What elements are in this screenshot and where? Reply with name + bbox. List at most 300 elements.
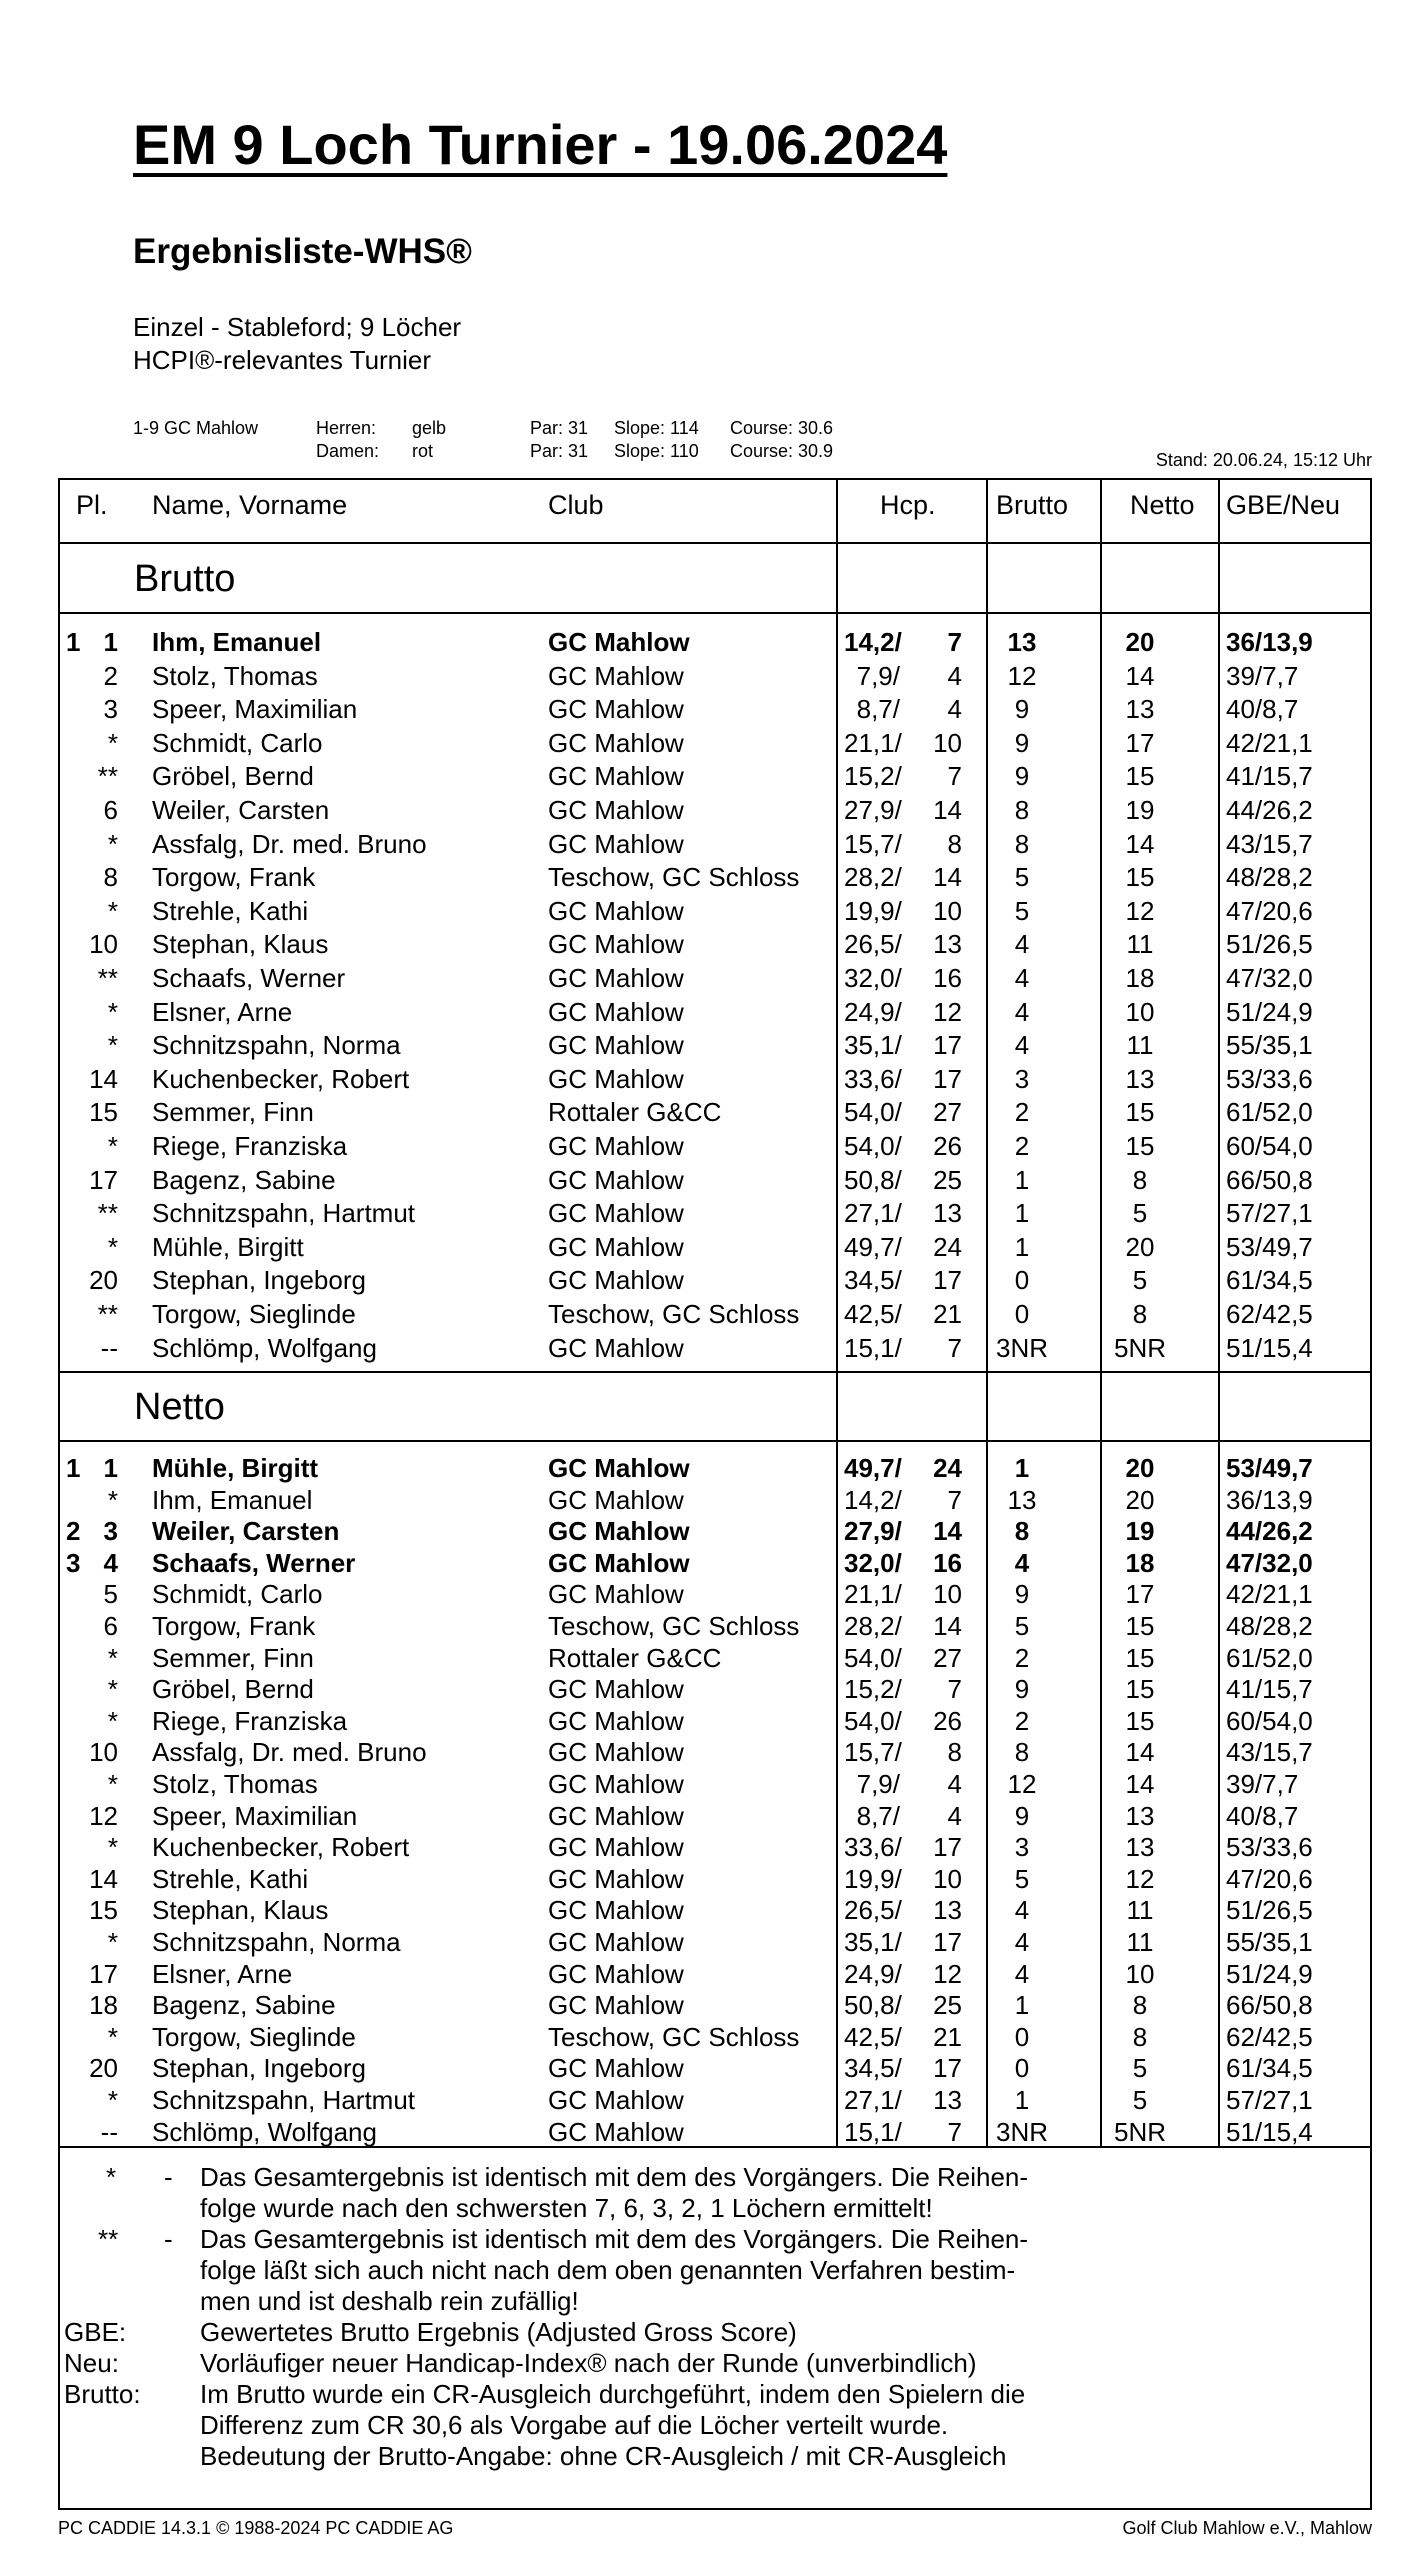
club-cell: GC Mahlow <box>548 1198 684 1229</box>
gbe-cell: 51/24,9 <box>1226 996 1313 1027</box>
course-hcp-cell: 14 <box>933 1611 962 1641</box>
gbe-cell: 44/26,2 <box>1226 1516 1313 1547</box>
table-row <box>60 1453 1370 1484</box>
name-cell: Bagenz, Sabine <box>152 1164 336 1195</box>
gbe-cell: 47/20,6 <box>1226 1863 1313 1894</box>
course-hcp-cell: 12 <box>933 996 962 1027</box>
gbe-cell: 66/50,8 <box>1226 1164 1313 1195</box>
club-cell: Rottaler G&CC <box>548 1097 722 1128</box>
netto-cell: 5 <box>1132 1265 1148 1296</box>
place-cell: -- <box>100 2116 118 2147</box>
netto-cell: 20 <box>1125 1453 1155 1483</box>
place-cell: * <box>107 1642 118 1673</box>
gbe-cell: 53/33,6 <box>1226 1063 1313 1094</box>
rank-cell: 2 <box>66 1516 81 1547</box>
course-hcp-cell: 26 <box>933 1705 962 1736</box>
note-gbe-text: Gewertetes Brutto Ergebnis (Adjusted Gross Score) <box>200 2317 797 2347</box>
club-cell: GC Mahlow <box>548 1265 684 1296</box>
club-cell: GC Mahlow <box>548 727 684 758</box>
hcp-index-cell: 54,0/ <box>844 1642 902 1673</box>
club-cell: GC Mahlow <box>548 1832 684 1863</box>
gbe-cell: 43/15,7 <box>1226 1737 1313 1768</box>
netto-cell: 14 <box>1125 828 1155 859</box>
header-divider <box>60 542 1370 544</box>
brutto-cell: 2 <box>1014 1131 1030 1161</box>
name-cell: Gröbel, Bernd <box>152 761 314 792</box>
hcp-index-cell: 28,2/ <box>844 862 902 893</box>
name-cell: Assfalg, Dr. med. Bruno <box>152 828 427 859</box>
note-gbe-label: GBE: <box>64 2317 127 2347</box>
table-row <box>60 1165 1370 1196</box>
table-row <box>60 1737 1370 1768</box>
course-hcp-cell: 27 <box>933 1097 962 1128</box>
club-cell: GC Mahlow <box>548 1547 690 1578</box>
gbe-cell: 40/8,7 <box>1226 1800 1299 1831</box>
netto-cell: 18 <box>1125 963 1155 993</box>
netto-cell: 20 <box>1125 1484 1155 1515</box>
netto-cell: 8 <box>1132 1299 1148 1329</box>
netto-cell: 15 <box>1125 1131 1155 1161</box>
note-star-line-1: Das Gesamtergebnis ist identisch mit dem des Vorgängers. Die Reihen- <box>200 2162 1029 2192</box>
brutto-cell: 1 <box>1014 2085 1030 2115</box>
table-row <box>60 761 1370 792</box>
brutto-cell: 5 <box>1014 862 1030 893</box>
course-hcp-cell: 7 <box>947 2116 962 2147</box>
note-neu-text: Vorläufiger neuer Handicap-Index® nach der Runde (unverbindlich) <box>200 2348 977 2378</box>
hcp-index-cell: 14,2/ <box>844 1484 902 1515</box>
club-cell: GC Mahlow <box>548 1800 684 1831</box>
name-cell: Kuchenbecker, Robert <box>152 1832 410 1863</box>
course-hcp-cell: 14 <box>933 862 962 893</box>
herren-course: Course: 30.6 <box>730 418 834 438</box>
table-row <box>60 1030 1370 1061</box>
netto-cell: 13 <box>1125 694 1155 725</box>
table-row <box>60 1801 1370 1832</box>
name-cell: Weiler, Carsten <box>152 795 330 825</box>
name-cell: Mühle, Birgitt <box>152 1453 319 1483</box>
course-hcp-cell: 13 <box>933 1895 962 1926</box>
table-row <box>60 795 1370 826</box>
table-row <box>60 661 1370 692</box>
name-cell: Weiler, Carsten <box>152 1516 340 1547</box>
brutto-cell: 12 <box>1007 1769 1037 1799</box>
hcp-index-cell: 32,0/ <box>844 963 902 993</box>
club-cell: GC Mahlow <box>548 1516 690 1547</box>
place-cell: * <box>107 1030 118 1061</box>
netto-cell: 5 <box>1132 2053 1148 2084</box>
hcp-index-cell: 27,9/ <box>844 795 902 825</box>
place-cell: 1 <box>103 1453 118 1483</box>
netto-cell: 11 <box>1126 1895 1154 1926</box>
table-row <box>60 1864 1370 1895</box>
hcp-index-cell: 15,7/ <box>844 1737 902 1768</box>
table-row <box>60 1516 1370 1547</box>
netto-cell: 10 <box>1125 996 1155 1027</box>
gbe-cell: 60/54,0 <box>1226 1131 1313 1161</box>
club-cell: GC Mahlow <box>548 996 684 1027</box>
place-cell: * <box>107 1832 118 1863</box>
name-cell: Gröbel, Bernd <box>152 1674 314 1705</box>
table-row <box>60 2117 1370 2148</box>
club-cell: GC Mahlow <box>548 660 684 691</box>
course-hcp-cell: 14 <box>933 1516 962 1547</box>
netto-cell: 14 <box>1125 1737 1155 1768</box>
hcpi-note: HCPI®-relevantes Turnier <box>133 345 432 375</box>
brutto-cell: 4 <box>1014 929 1030 960</box>
table-row <box>60 1097 1370 1128</box>
hcp-index-cell: 8,7/ <box>856 694 900 725</box>
name-cell: Schnitzspahn, Norma <box>152 1030 401 1061</box>
brutto-cell: 4 <box>1014 1958 1030 1989</box>
brutto-cell: 1 <box>1014 1231 1030 1262</box>
course-name: 1-9 GC Mahlow <box>133 418 259 438</box>
brutto-cell: 2 <box>1014 1097 1030 1128</box>
course-hcp-cell: 25 <box>933 1990 962 2021</box>
place-cell: ** <box>97 761 118 792</box>
hcp-index-cell: 32,0/ <box>844 1547 902 1578</box>
netto-cell: 8 <box>1132 1164 1148 1195</box>
course-hcp-cell: 13 <box>933 929 962 960</box>
brutto-cell: 9 <box>1014 1800 1030 1831</box>
netto-cell: 8 <box>1132 2021 1148 2052</box>
name-cell: Torgow, Sieglinde <box>152 2021 356 2052</box>
place-cell: 20 <box>89 2053 118 2084</box>
gbe-cell: 62/42,5 <box>1226 1299 1313 1329</box>
table-row <box>60 1299 1370 1330</box>
hcp-index-cell: 54,0/ <box>844 1131 902 1161</box>
name-cell: Schaafs, Werner <box>152 963 346 993</box>
course-hcp-cell: 17 <box>933 1030 962 1061</box>
brutto-cell: 8 <box>1014 1516 1030 1547</box>
course-hcp-cell: 4 <box>947 694 962 725</box>
hcp-index-cell: 42,5/ <box>844 1299 902 1329</box>
brutto-cell: 4 <box>1014 996 1030 1027</box>
club-cell: GC Mahlow <box>548 2053 684 2084</box>
gbe-cell: 48/28,2 <box>1226 1611 1313 1641</box>
col-header-gbe: GBE/Neu <box>1226 490 1341 520</box>
course-hcp-cell: 13 <box>933 2085 962 2115</box>
course-hcp-cell: 7 <box>947 627 962 657</box>
netto-cell: 14 <box>1125 660 1155 691</box>
netto-cell: 5NR <box>1113 1332 1166 1363</box>
brutto-cell: 3 <box>1014 1832 1030 1863</box>
netto-cell: 15 <box>1125 761 1155 792</box>
hcp-index-cell: 14,2/ <box>844 627 902 657</box>
netto-cell: 15 <box>1125 1097 1155 1128</box>
name-cell: Stolz, Thomas <box>152 660 318 691</box>
place-cell: 3 <box>103 694 118 725</box>
name-cell: Schmidt, Carlo <box>152 1579 323 1610</box>
course-hcp-cell: 13 <box>933 1198 962 1229</box>
place-cell: 1 <box>103 627 118 657</box>
gbe-cell: 36/13,9 <box>1226 1484 1313 1515</box>
gbe-cell: 41/15,7 <box>1226 1674 1313 1705</box>
table-row <box>60 1064 1370 1095</box>
hcp-index-cell: 35,1/ <box>844 1927 902 1957</box>
club-cell: GC Mahlow <box>548 1579 684 1610</box>
netto-cell: 20 <box>1125 627 1155 657</box>
netto-cell: 19 <box>1125 1516 1155 1547</box>
club-cell: Teschow, GC Schloss <box>548 2021 800 2052</box>
brutto-cell: 3NR <box>995 2116 1048 2147</box>
netto-cell: 17 <box>1125 1579 1155 1610</box>
gbe-cell: 53/33,6 <box>1226 1832 1313 1863</box>
netto-cell: 17 <box>1125 727 1155 758</box>
brutto-cell: 12 <box>1007 660 1037 691</box>
name-cell: Riege, Franziska <box>152 1705 348 1736</box>
brutto-cell: 0 <box>1014 2053 1030 2084</box>
course-hcp-cell: 14 <box>933 795 962 825</box>
club-cell: GC Mahlow <box>548 1863 684 1894</box>
place-cell: * <box>107 996 118 1027</box>
netto-cell: 5 <box>1132 2085 1148 2115</box>
hcp-index-cell: 33,6/ <box>844 1063 902 1094</box>
club-cell: Teschow, GC Schloss <box>548 1611 800 1641</box>
table-row <box>60 829 1370 860</box>
course-hcp-cell: 24 <box>933 1231 962 1262</box>
course-hcp-cell: 10 <box>933 727 962 758</box>
damen-label: Damen: <box>316 441 380 461</box>
gbe-cell: 51/26,5 <box>1226 929 1313 960</box>
gbe-cell: 42/21,1 <box>1226 1579 1313 1610</box>
brutto-cell: 3 <box>1014 1063 1030 1094</box>
section-heading-brutto: Brutto <box>134 558 236 600</box>
netto-cell: 5NR <box>1113 2116 1166 2147</box>
brutto-cell: 5 <box>1014 1863 1030 1894</box>
hcp-index-cell: 21,1/ <box>844 727 902 758</box>
table-row <box>60 1232 1370 1263</box>
brutto-cell: 5 <box>1014 1611 1030 1641</box>
place-cell: 8 <box>103 862 118 893</box>
club-cell: GC Mahlow <box>548 2116 684 2147</box>
table-row <box>60 1769 1370 1800</box>
page-subtitle: Ergebnisliste-WHS® <box>133 232 472 271</box>
gbe-cell: 61/52,0 <box>1226 1642 1313 1673</box>
note-brutto-label: Brutto: <box>64 2379 141 2409</box>
club-cell: GC Mahlow <box>548 1453 690 1483</box>
netto-cell: 12 <box>1125 1863 1155 1894</box>
table-row <box>60 2085 1370 2116</box>
course-hcp-cell: 21 <box>933 1299 962 1329</box>
name-cell: Stephan, Ingeborg <box>152 2053 366 2084</box>
place-cell: * <box>107 1484 118 1515</box>
place-cell: * <box>107 1705 118 1736</box>
netto-cell: 11 <box>1126 1030 1154 1061</box>
gbe-cell: 47/20,6 <box>1226 895 1313 926</box>
col-header-netto: Netto <box>1130 490 1195 520</box>
brutto-cell: 4 <box>1014 1030 1030 1061</box>
netto-cell: 19 <box>1125 795 1155 825</box>
note-brutto-line-1: Im Brutto wurde ein CR-Ausgleich durchgeführt, indem den Spielern die <box>200 2379 1026 2409</box>
brutto-cell: 5 <box>1014 895 1030 926</box>
place-cell: * <box>107 2085 118 2115</box>
table-row <box>60 1927 1370 1958</box>
hcp-index-cell: 7,9/ <box>856 1769 900 1799</box>
note-star-symbol: * <box>106 2162 117 2192</box>
club-cell: GC Mahlow <box>548 963 684 993</box>
club-cell: GC Mahlow <box>548 828 684 859</box>
brutto-cell: 4 <box>1014 1927 1030 1957</box>
table-row <box>60 963 1370 994</box>
club-cell: GC Mahlow <box>548 895 684 926</box>
name-cell: Assfalg, Dr. med. Bruno <box>152 1737 427 1768</box>
brutto-cell: 0 <box>1014 2021 1030 2052</box>
club-cell: GC Mahlow <box>548 1737 684 1768</box>
table-row <box>60 929 1370 960</box>
herren-label: Herren: <box>316 418 377 438</box>
course-hcp-cell: 8 <box>947 1737 962 1768</box>
footer-software: PC CADDIE 14.3.1 © 1988-2024 PC CADDIE AG <box>58 2518 454 2538</box>
brutto-cell: 2 <box>1014 1642 1030 1673</box>
brutto-cell: 3NR <box>995 1332 1048 1363</box>
place-cell: 10 <box>89 929 118 960</box>
note-brutto-line-3: Bedeutung der Brutto-Angabe: ohne CR-Ausgleich / mit CR-Ausgleich <box>200 2441 1007 2471</box>
course-hcp-cell: 27 <box>933 1642 962 1673</box>
place-cell: ** <box>97 1198 118 1229</box>
name-cell: Schmidt, Carlo <box>152 727 323 758</box>
netto-cell: 12 <box>1125 895 1155 926</box>
place-cell: 17 <box>89 1958 118 1989</box>
place-cell: * <box>107 1131 118 1161</box>
club-cell: GC Mahlow <box>548 795 684 825</box>
course-hcp-cell: 21 <box>933 2021 962 2052</box>
netto-cell: 11 <box>1126 929 1154 960</box>
hcp-index-cell: 28,2/ <box>844 1611 902 1641</box>
hcp-index-cell: 26,5/ <box>844 929 902 960</box>
place-cell: 15 <box>89 1097 118 1128</box>
club-cell: GC Mahlow <box>548 1895 684 1926</box>
gbe-cell: 51/24,9 <box>1226 1958 1313 1989</box>
gbe-cell: 60/54,0 <box>1226 1705 1313 1736</box>
table-row <box>60 1959 1370 1990</box>
hcp-index-cell: 34,5/ <box>844 1265 902 1296</box>
notes-divider <box>60 2146 1370 2148</box>
name-cell: Elsner, Arne <box>152 1958 293 1989</box>
netto-cell: 15 <box>1125 1611 1155 1641</box>
hcp-index-cell: 7,9/ <box>856 660 900 691</box>
place-cell: 15 <box>89 1895 118 1926</box>
club-cell: GC Mahlow <box>548 1063 684 1094</box>
name-cell: Ihm, Emanuel <box>152 1484 313 1515</box>
table-row <box>60 1706 1370 1737</box>
brutto-cell: 13 <box>1007 1484 1037 1515</box>
course-hcp-cell: 4 <box>947 660 962 691</box>
gbe-cell: 61/34,5 <box>1226 2053 1313 2084</box>
page-title: EM 9 Loch Turnier - 19.06.2024 <box>133 113 948 176</box>
place-cell: 6 <box>103 1611 118 1641</box>
netto-cell: 15 <box>1125 862 1155 893</box>
name-cell: Kuchenbecker, Robert <box>152 1063 410 1094</box>
hcp-index-cell: 50,8/ <box>844 1990 902 2021</box>
netto-cell: 15 <box>1125 1705 1155 1736</box>
club-cell: GC Mahlow <box>548 929 684 960</box>
place-cell: * <box>107 727 118 758</box>
name-cell: Stephan, Klaus <box>152 1895 329 1926</box>
name-cell: Ihm, Emanuel <box>152 627 322 657</box>
name-cell: Speer, Maximilian <box>152 1800 358 1831</box>
note-dstar-symbol: ** <box>98 2224 119 2254</box>
brutto-cell: 0 <box>1014 1265 1030 1296</box>
col-header-hcp: Hcp. <box>880 490 936 520</box>
brutto-cell: 8 <box>1014 1737 1030 1768</box>
club-cell: GC Mahlow <box>548 1231 684 1262</box>
col-header-name: Name, Vorname <box>152 490 348 520</box>
place-cell: 20 <box>89 1265 118 1296</box>
course-hcp-cell: 17 <box>933 1832 962 1863</box>
name-cell: Bagenz, Sabine <box>152 1990 336 2021</box>
rank-cell: 1 <box>66 627 81 657</box>
club-cell: GC Mahlow <box>548 627 690 657</box>
course-hcp-cell: 7 <box>947 1674 962 1705</box>
course-hcp-cell: 16 <box>933 963 962 993</box>
col-header-pl: Pl. <box>76 490 108 520</box>
gbe-cell: 62/42,5 <box>1226 2021 1313 2052</box>
place-cell: 10 <box>89 1737 118 1768</box>
club-cell: GC Mahlow <box>548 1332 684 1363</box>
netto-cell: 13 <box>1125 1800 1155 1831</box>
place-cell: 14 <box>89 1063 118 1094</box>
place-cell: ** <box>97 1299 118 1329</box>
brutto-cell: 9 <box>1014 761 1030 792</box>
brutto-cell: 8 <box>1014 828 1030 859</box>
course-hcp-cell: 25 <box>933 1164 962 1195</box>
course-hcp-cell: 17 <box>933 1265 962 1296</box>
note-star-line-2: folge wurde nach den schwersten 7, 6, 3, 2, 1 Löchern ermittelt! <box>200 2193 933 2223</box>
table-row <box>60 1265 1370 1296</box>
gbe-cell: 57/27,1 <box>1226 1198 1313 1229</box>
hcp-index-cell: 21,1/ <box>844 1579 902 1610</box>
place-cell: 12 <box>89 1800 118 1831</box>
results-table <box>58 478 1372 2510</box>
gbe-cell: 51/15,4 <box>1226 1332 1313 1363</box>
gbe-cell: 36/13,9 <box>1226 627 1313 657</box>
herren-tee: gelb <box>412 418 447 438</box>
netto-heading-divider <box>60 1440 1370 1442</box>
table-row <box>60 1832 1370 1863</box>
club-cell: GC Mahlow <box>548 2085 684 2115</box>
note-star-dash: - <box>164 2162 173 2192</box>
brutto-cell: 8 <box>1014 795 1030 825</box>
table-row <box>60 1548 1370 1579</box>
course-hcp-cell: 26 <box>933 1131 962 1161</box>
table-row <box>60 627 1370 658</box>
course-hcp-cell: 10 <box>933 1579 962 1610</box>
gbe-cell: 53/49,7 <box>1226 1231 1313 1262</box>
hcp-index-cell: 33,6/ <box>844 1832 902 1863</box>
hcp-index-cell: 54,0/ <box>844 1097 902 1128</box>
hcp-index-cell: 15,7/ <box>844 828 902 859</box>
brutto-cell: 1 <box>1014 1164 1030 1195</box>
table-row <box>60 728 1370 759</box>
place-cell: 6 <box>103 795 118 825</box>
club-cell: GC Mahlow <box>548 1674 684 1705</box>
place-cell: 3 <box>103 1516 118 1547</box>
brutto-cell: 9 <box>1014 1579 1030 1610</box>
brutto-cell: 4 <box>1014 963 1030 993</box>
place-cell: ** <box>97 963 118 993</box>
table-row <box>60 1990 1370 2021</box>
hcp-index-cell: 34,5/ <box>844 2053 902 2084</box>
table-row <box>60 1485 1370 1516</box>
name-cell: Schaafs, Werner <box>152 1547 356 1578</box>
netto-cell: 10 <box>1125 1958 1155 1989</box>
brutto-cell: 0 <box>1014 1299 1030 1329</box>
course-hcp-cell: 10 <box>933 895 962 926</box>
hcp-index-cell: 42,5/ <box>844 2021 902 2052</box>
name-cell: Strehle, Kathi <box>152 1863 309 1894</box>
netto-cell: 13 <box>1125 1063 1155 1094</box>
table-row <box>60 1131 1370 1162</box>
